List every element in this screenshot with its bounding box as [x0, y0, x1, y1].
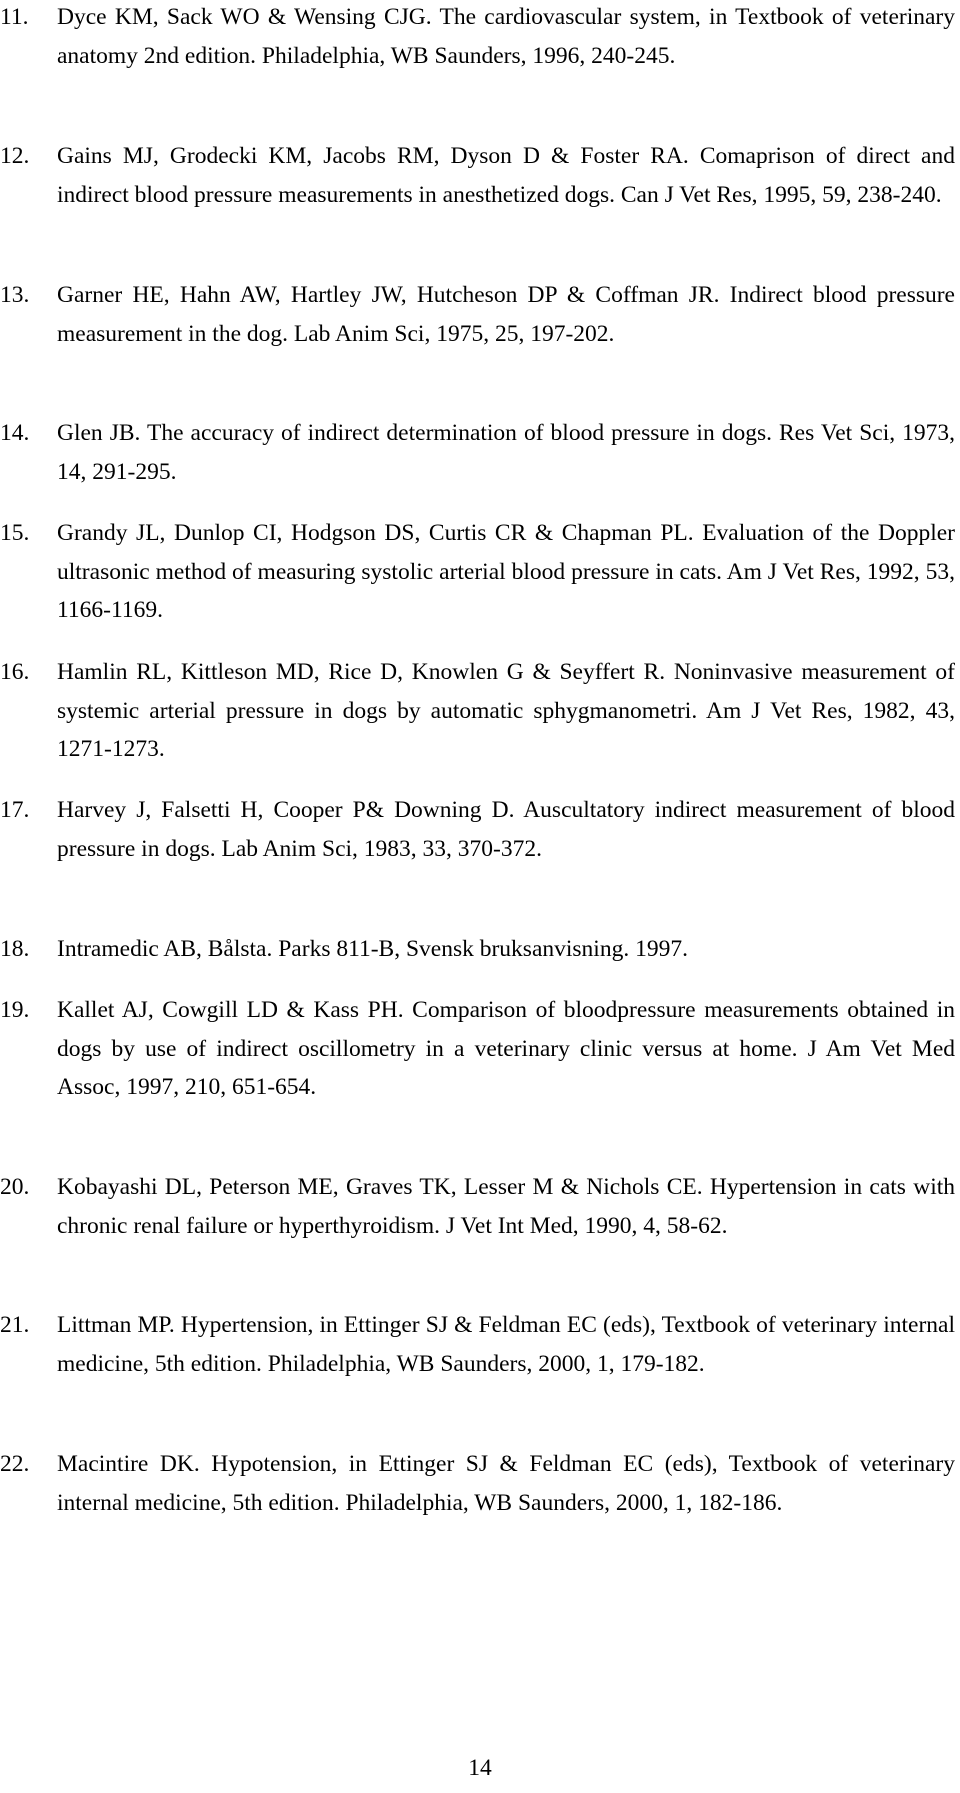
reference-number: 22. — [0, 1451, 30, 1477]
reference-text: Hamlin RL, Kittleson MD, Rice D, Knowlen G & Seyffert R. Noninvasive measurement of systemic arterial pressure in dogs by automatic sphygmanometri. Am J Vet Res, 1982, 43, 1271-1273. — [57, 659, 955, 763]
reference-number: 20. — [0, 1174, 30, 1200]
reference-number: 17. — [0, 797, 30, 823]
reference-text: Macintire DK. Hypotension, in Ettinger SJ & Feldman EC (eds), Textbook of veterinary internal medicine, 5th edition. Philadelphia, WB Saunders, 2000, 1, 182-186. — [57, 1451, 955, 1516]
reference-text: Gains MJ, Grodecki KM, Jacobs RM, Dyson D & Foster RA. Comaprison of direct and indirect blood pressure measurements in anesthetized dogs. Can J Vet Res, 1995, 59, 238-240. — [57, 143, 955, 208]
reference-number: 18. — [0, 936, 30, 962]
reference-text: Dyce KM, Sack WO & Wensing CJG. The cardiovascular system, in Textbook of veterinary anatomy 2nd edition. Philadelphia, WB Saunders, 1996, 240-245. — [57, 4, 955, 69]
reference-number: 21. — [0, 1312, 30, 1338]
reference-number: 16. — [0, 659, 30, 685]
reference-text: Garner HE, Hahn AW, Hartley JW, Hutcheson DP & Coffman JR. Indirect blood pressure measurement in the dog. Lab Anim Sci, 1975, 25, 197-202. — [57, 282, 955, 347]
reference-number: 11. — [0, 4, 29, 30]
reference-number: 15. — [0, 520, 30, 546]
reference-text: Intramedic AB, Bålsta. Parks 811-B, Svensk bruksanvisning. 1997. — [57, 936, 688, 962]
reference-number: 13. — [0, 282, 30, 308]
reference-text: Harvey J, Falsetti H, Cooper P& Downing D. Auscultatory indirect measurement of blood pressure in dogs. Lab Anim Sci, 1983, 33, 370-372. — [57, 797, 955, 862]
reference-number: 12. — [0, 143, 30, 169]
reference-number: 14. — [0, 420, 30, 446]
page-number: 14 — [468, 1755, 492, 1781]
reference-text: Glen JB. The accuracy of indirect determination of blood pressure in dogs. Res Vet Sci, 1973, 14, 291-295. — [57, 420, 955, 485]
reference-text: Grandy JL, Dunlop CI, Hodgson DS, Curtis CR & Chapman PL. Evaluation of the Doppler ultrasonic method of measuring systolic arterial blood pressure in cats. Am J Vet Res, 1992, 53, 1166-1169. — [57, 520, 955, 624]
reference-number: 19. — [0, 997, 30, 1023]
reference-text: Kallet AJ, Cowgill LD & Kass PH. Comparison of bloodpressure measurements obtained in dogs by use of indirect oscillometry in a veterinary clinic versus at home. J Am Vet Med Assoc, 1997, 210, 651-654. — [57, 997, 955, 1101]
reference-text: Littman MP. Hypertension, in Ettinger SJ & Feldman EC (eds), Textbook of veterinary internal medicine, 5th edition. Philadelphia, WB Saunders, 2000, 1, 179-182. — [57, 1312, 955, 1377]
reference-text: Kobayashi DL, Peterson ME, Graves TK, Lesser M & Nichols CE. Hypertension in cats with chronic renal failure or hyperthyroidism. J Vet Int Med, 1990, 4, 58-62. — [57, 1174, 955, 1239]
